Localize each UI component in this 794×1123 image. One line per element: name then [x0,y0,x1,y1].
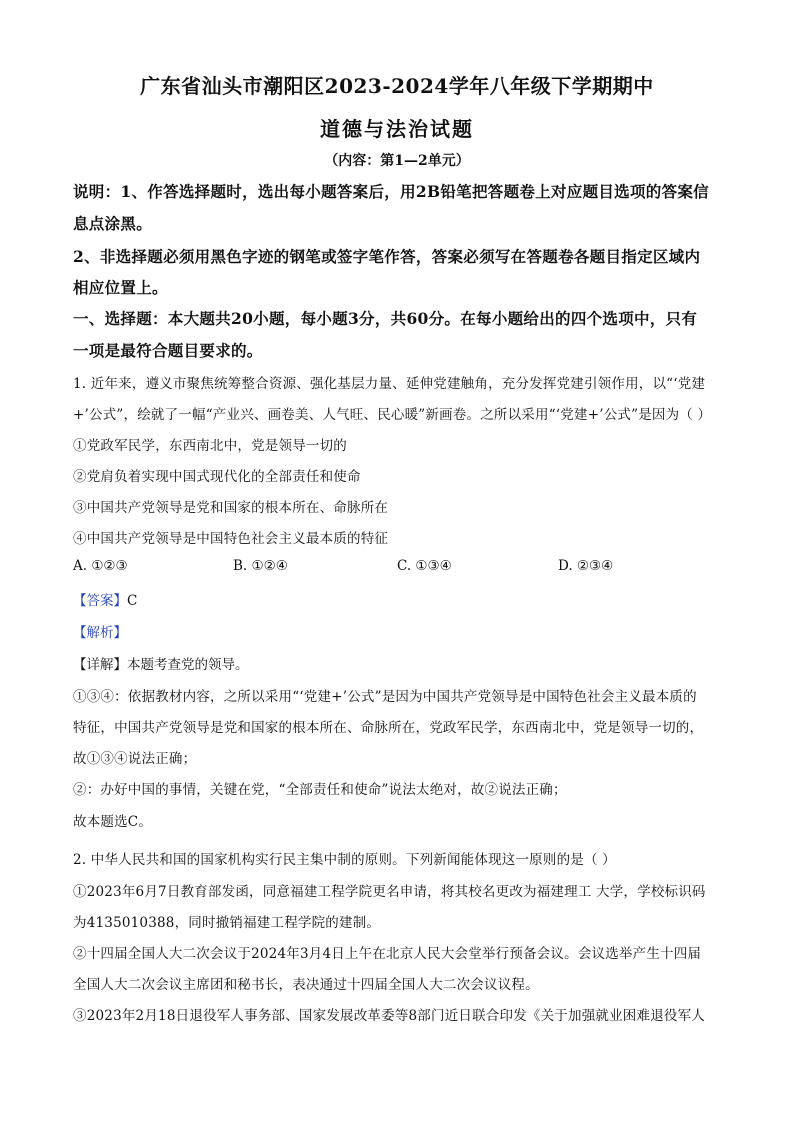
q2-stem: 2. 中华人民共和国的国家机构实行民主集中制的原则。下列新闻能体现这一原则的是（ ） [73,852,616,868]
q1-option-b: B. ①②④ [233,558,288,574]
q1-detail-row [73,653,249,673]
q1-option-d: D. ②③④ [558,558,614,574]
q1-statement-3: ③中国共产党领导是党和国家的根本所在、命脉所在 [73,500,389,516]
analysis-tag: 【解析】 [73,625,127,641]
q1-explanation-line-2: 特征，中国共产党领导是党和国家的根本所在、命脉所在，党政军民学，东西南北中，党是领导一切的， [73,720,704,736]
q1-explanation-line-3: 故①③④说法正确； [73,751,197,767]
q1-explanation-line-4: ②：办好中国的事情，关键在党，“全部责任和使命”说法太绝对，故②说法正确； [73,782,567,798]
section-heading-line-2: 一项是最符合题目要求的。 [73,341,263,360]
exam-title: 广东省汕头市潮阳区2023-2024学年八年级下学期期中 [140,74,654,98]
instruction-line-2: 息点涂黑。 [73,214,153,233]
q1-answer: C [127,593,138,609]
q1-stem-line-2: +’公式”，绘就了一幅“产业兴、画卷美、人气旺、民心暖”新画卷。之所以采用“‘党建+’公式”是因为（ ） [73,407,712,423]
q2-statement-2a: ②十四届全国人大二次会议于2024年3月4日上午在北京人民大会堂举行预备会议。会议选举产生十四届 [73,946,702,962]
exam-subject: 道德与法治试题 [320,117,474,141]
q1-explanation-line-5: 故本题选C。 [73,814,153,830]
q1-option-c: C. ①③④ [397,558,452,574]
instruction-line-3: 2、非选择题必须用黑色字迹的钢笔或签字笔作答，答案必须写在答题卷各题目指定区域内 [73,247,701,266]
exam-scope: （内容：第1—2单元） [324,153,470,169]
q1-option-a: A. ①②③ [73,558,128,574]
section-heading-line-1: 一、选择题：本大题共20小题，每小题3分，共60分。在每小题给出的四个选项中，只有 [73,309,698,328]
detail-tag: 【详解】 [73,657,127,673]
q1-stem-line-1: 1. 近年来，遵义市聚焦统筹整合资源、强化基层力量、延伸党建触角，充分发挥党建引领作用，以“‘党建 [73,376,706,392]
q1-answer-row [73,589,137,609]
q2-statement-2b: 全国人大二次会议主席团和秘书长，表决通过十四届全国人大二次会议议程。 [73,977,539,993]
q1-statement-2: ②党肩负着实现中国式现代化的全部责任和使命 [73,469,361,485]
q2-statement-3a: ③2023年2月18日退役军人事务部、国家发展改革委等8部门近日联合印发《关于加强就业困难退役军人 [73,1008,706,1024]
q1-statement-4: ④中国共产党领导是中国特色社会主义最本质的特征 [73,531,389,547]
q1-detail-text: 本题考查党的领导。 [127,657,249,673]
instruction-line-4: 相应位置上。 [73,278,168,297]
q1-analysis-row [73,621,127,641]
q2-statement-1a: ①2023年6月7日教育部发函，同意福建工程学院更名申请，将其校名更改为福建理工 大学，学校标识码 [73,884,706,900]
q1-explanation-line-1: ①③④：依据教材内容，之所以采用“‘党建+’公式”是因为中国共产党领导是中国特色社会主义最本质的 [73,689,697,705]
answer-tag: 【答案】 [73,593,127,609]
instruction-line-1: 说明：1、作答选择题时，选出每小题答案后，用2B铅笔把答题卷上对应题目选项的答案信 [73,182,709,201]
q2-statement-1b: 为4135010388，同时撤销福建工程学院的建制。 [73,915,381,931]
q1-statement-1: ①党政军民学，东西南北中，党是领导一切的 [73,438,347,454]
